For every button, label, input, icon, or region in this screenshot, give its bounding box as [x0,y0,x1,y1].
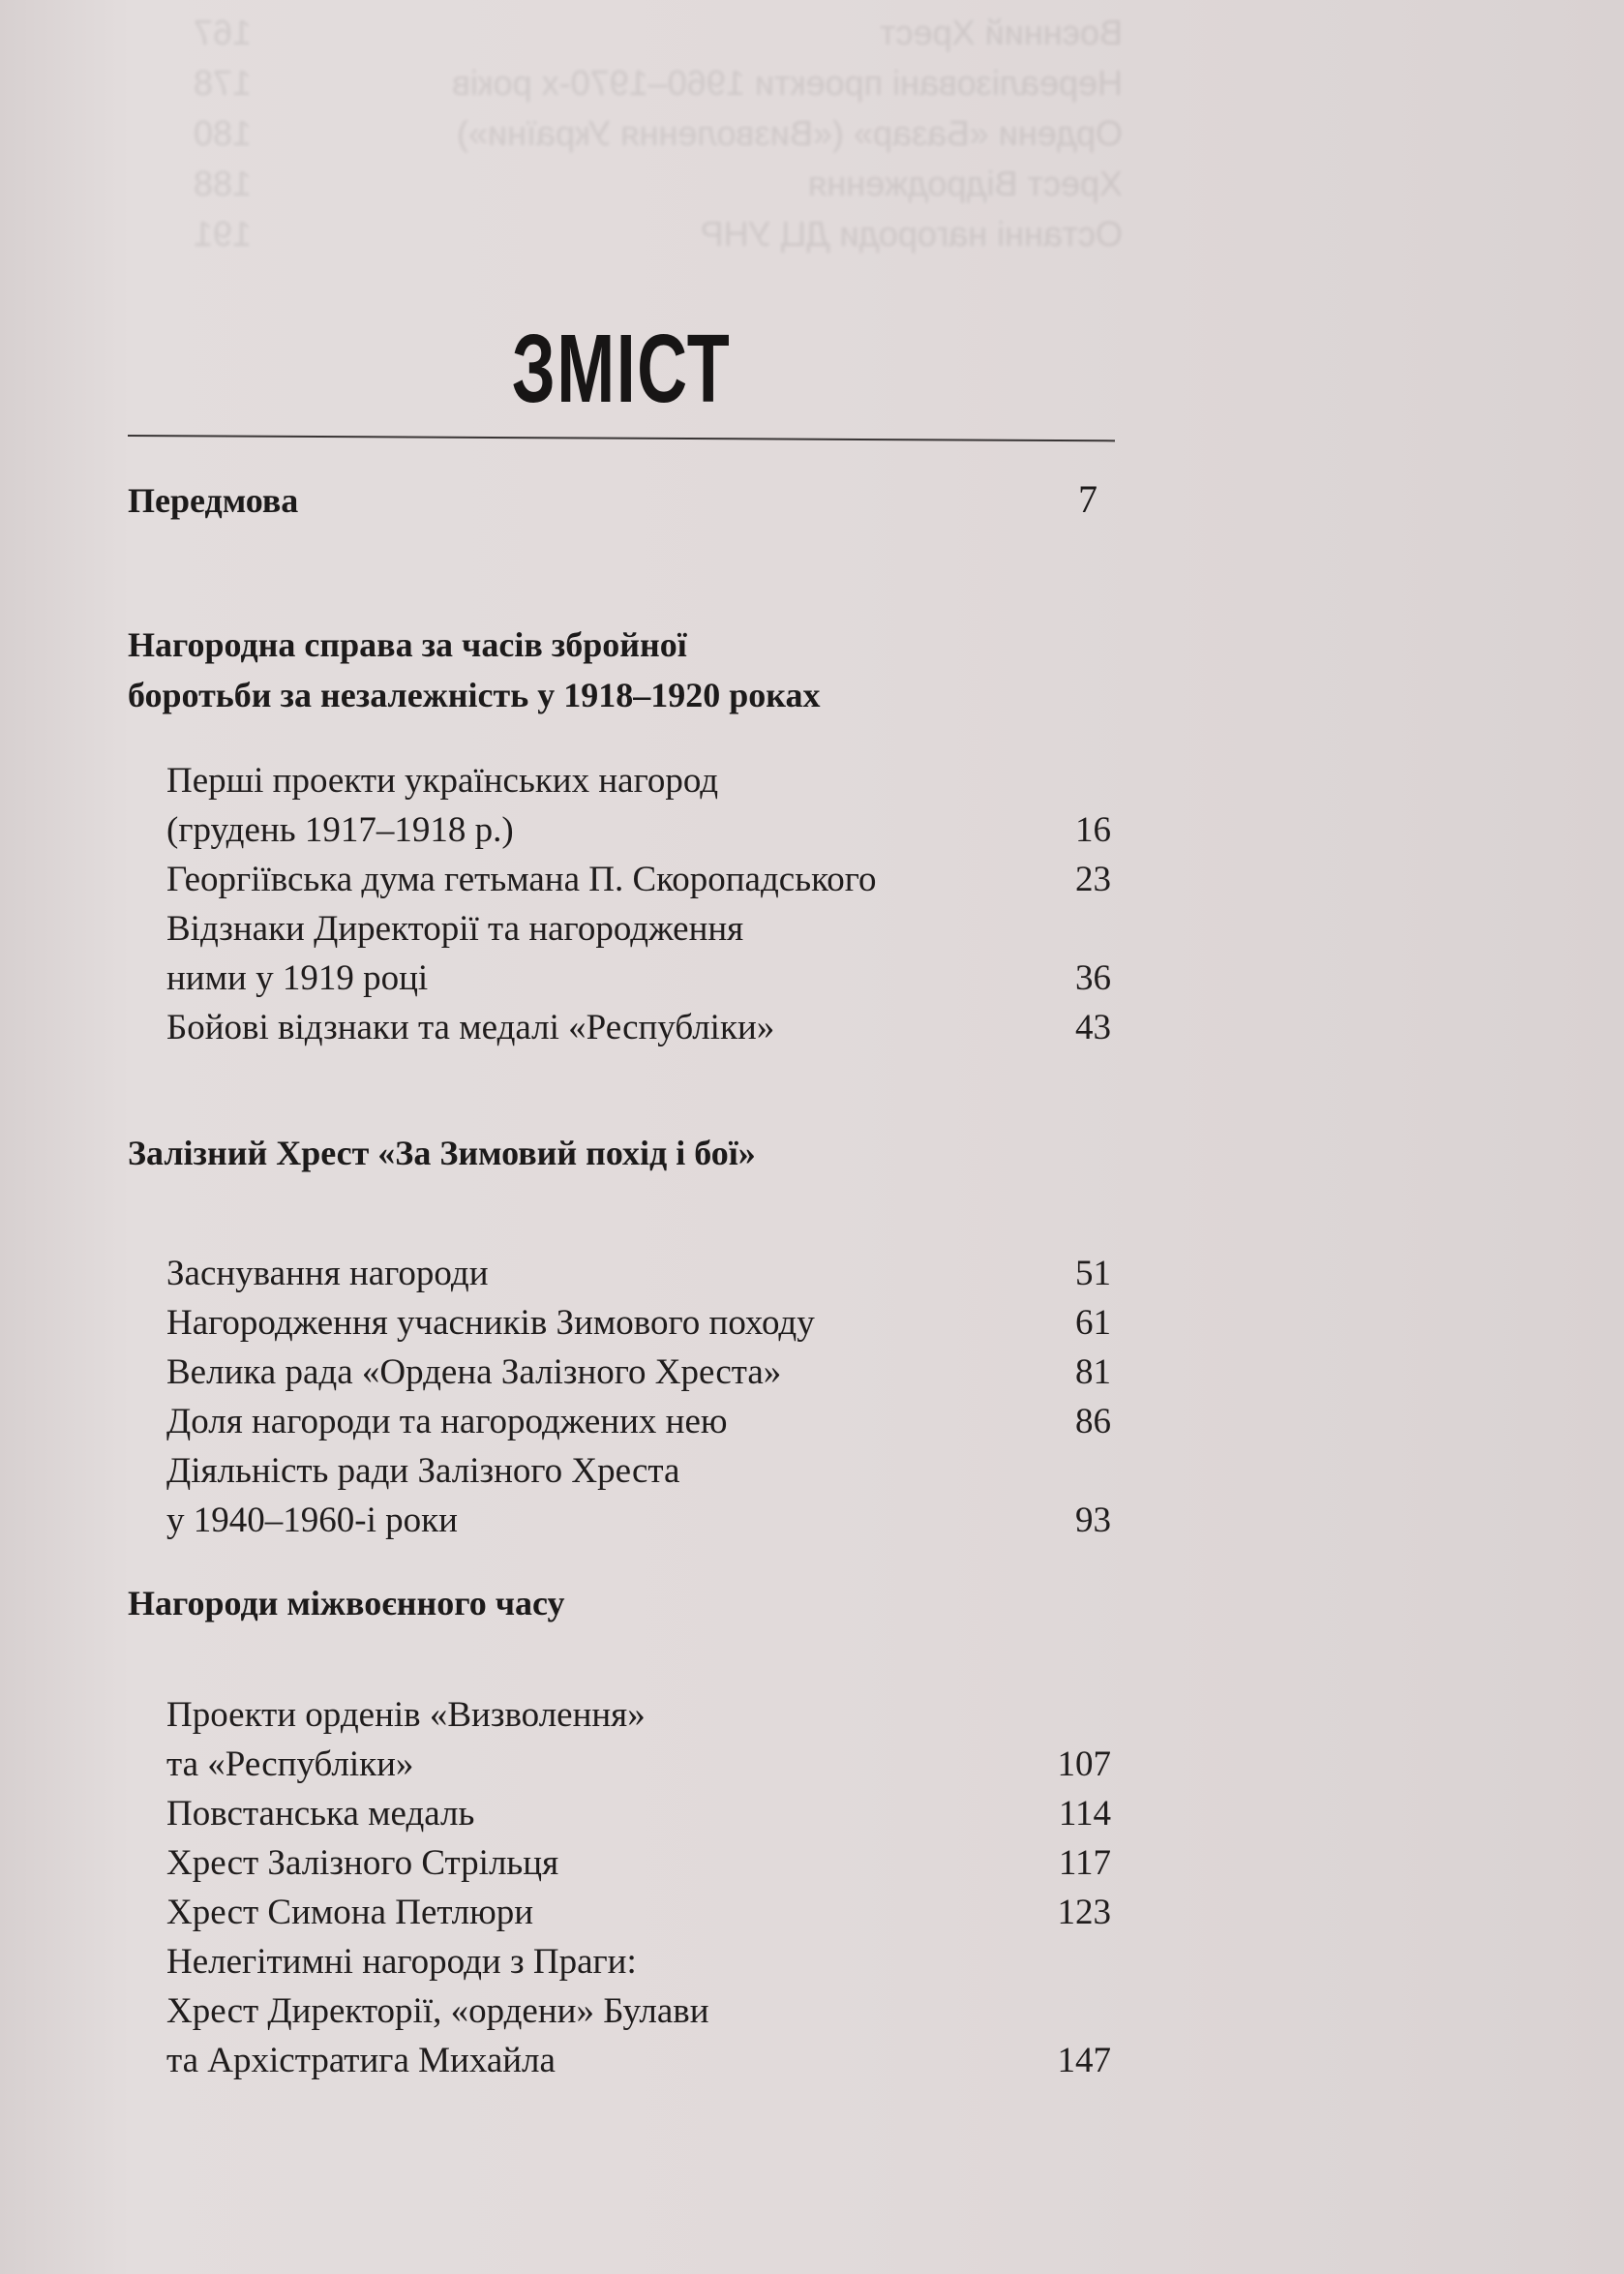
entry-title: Георгіївська дума гетьмана П. Скоропадського [166,860,877,899]
show-through-line: Ордени «Базар» («Визволення України») 180 [194,113,1123,153]
toc-section-heading[interactable] [128,474,1115,526]
toc-entry[interactable] [166,1838,1115,1888]
toc-entry[interactable] [166,1348,1115,1397]
toc-entry[interactable] [166,1249,1115,1298]
toc-entry[interactable] [166,904,1115,1003]
toc-section-heading[interactable] [128,620,1115,720]
toc-entries [166,1249,1115,1545]
page-number: 86 [1075,1402,1111,1441]
toc-section-heading[interactable] [128,1128,1115,1178]
page-number: 93 [1075,1501,1111,1540]
toc-entry[interactable] [166,855,1115,904]
entry-title: Хрест Симона Петлюри [166,1893,534,1932]
page-number: 43 [1075,1008,1111,1047]
entry-title: Відзнаки Директорії та нагородження ними у 1919 році [166,909,744,998]
page-number: 114 [1058,1794,1111,1834]
section-title: Нагороди міжвоєнного часу [128,1584,565,1622]
section-title: Залізний Хрест «За Зимовий похід і бої» [128,1134,756,1172]
entry-title: Заснування нагороди [166,1254,489,1293]
page-number: 107 [1057,1744,1111,1784]
toc-entries [166,1690,1115,2085]
show-through-line: Останні нагороди ДЦ УНР 191 [194,214,1123,254]
toc-entry[interactable] [166,756,1115,855]
page-number: 117 [1058,1843,1111,1883]
show-through-line: Воєнний Хрест 167 [194,13,1123,52]
entry-title: Велика рада «Ордена Залізного Хреста» [166,1352,782,1392]
page-number: 61 [1075,1303,1111,1343]
page-number: 51 [1075,1254,1111,1293]
toc-entry[interactable] [166,1298,1115,1348]
page-number: 81 [1075,1352,1111,1392]
toc-section-interwar [128,1578,1115,2085]
section-title: Нагородна справа за часів збройної боротьби за незалежність у 1918–1920 роках [128,625,821,714]
page-number: 23 [1075,860,1111,899]
page-number: 16 [1075,810,1111,850]
toc-section-heading[interactable] [128,1578,1115,1628]
toc-entry[interactable] [166,1446,1115,1545]
toc-entry[interactable] [166,1888,1115,1937]
show-through-toc [194,8,1123,259]
show-through-line: Нереалізовані проекти 1960–1970-х років 178 [194,63,1123,103]
entry-title: Нелегітимні нагороди з Праги: Хрест Директорії, «ордени» Булави та Архістратига Михайла [166,1942,709,2080]
entry-title: Діяльність ради Залізного Хреста у 1940–1960-і роки [166,1451,680,1540]
entry-title: Нагородження учасників Зимового походу [166,1303,815,1343]
entry-title: Перші проекти українських нагород (грудень 1917–1918 р.) [166,761,719,850]
page-number: 123 [1057,1893,1111,1932]
entry-title: Доля нагороди та нагороджених нею [166,1402,728,1441]
toc-entries [166,756,1115,1052]
page-number: 7 [1078,477,1098,521]
entry-title: Повстанська медаль [166,1794,475,1834]
entry-title: Хрест Залізного Стрільця [166,1843,559,1883]
page-number: 36 [1075,958,1111,998]
toc-entry[interactable] [166,1937,1115,2085]
toc-section-1918-1920 [128,620,1115,1052]
toc-entry[interactable] [166,1003,1115,1052]
section-title: Передмова [128,481,299,520]
show-through-line: Хрест Відродження 188 [194,164,1123,203]
title-divider [128,435,1115,441]
entry-title: Проекти орденів «Визволення» та «Республіки» [166,1695,646,1784]
toc-section-preface [128,474,1115,526]
entry-title: Бойові відзнаки та медалі «Республіки» [166,1008,775,1047]
toc-entry[interactable] [166,1690,1115,1789]
page-title: ЗМІСТ [511,315,732,423]
page-number: 147 [1057,2041,1111,2080]
toc-entry[interactable] [166,1789,1115,1838]
toc-entry[interactable] [166,1397,1115,1446]
toc-section-iron-cross [128,1128,1115,1545]
